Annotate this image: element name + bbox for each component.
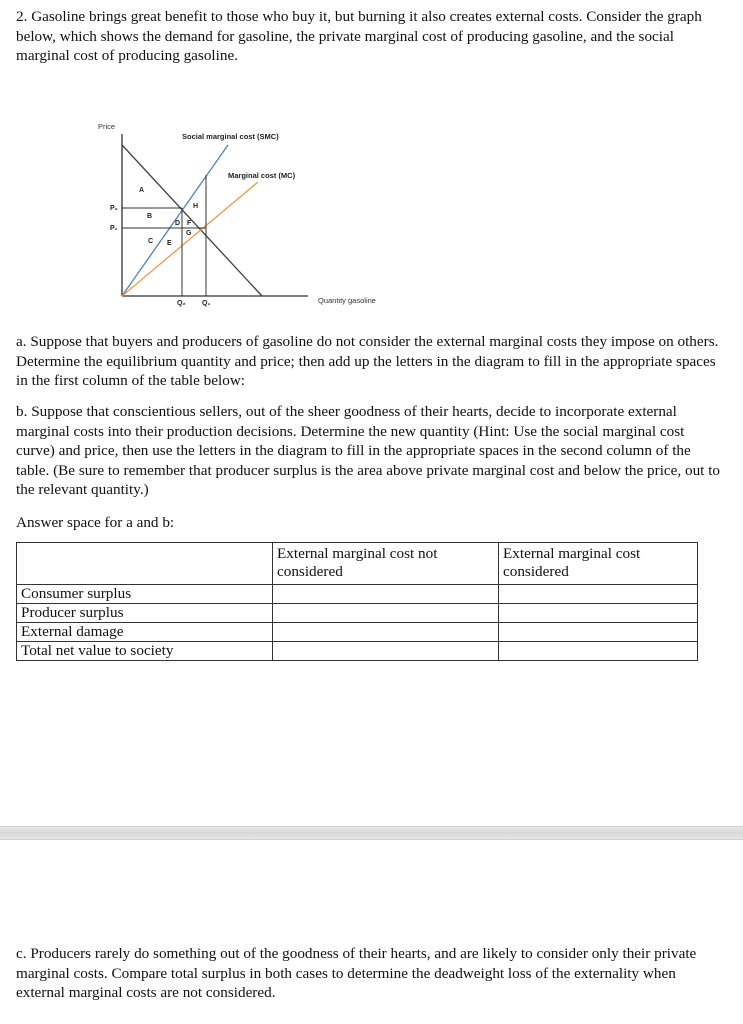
question-part-b: b. Suppose that conscientious sellers, out of the sheer goodness of their hearts, decide to incorporate external marginal costs into their production decisions. Determine the new quantity (Hint: Use the social marginal cost curve) and price, then use the letters in the diagram to fill in the appropriate spaces in the second column of the table. (Be sure to remember that producer surplus is the area above private marginal cost and below the price, out to the relevant quantity.) (16, 403, 721, 498)
answer-cell[interactable] (499, 623, 698, 642)
answer-cell[interactable] (273, 642, 499, 661)
question-part-c: c. Producers rarely do something out of the goodness of their hearts, and are likely to consider only their private marginal costs. Compare total surplus in both cases to determine the deadweight loss of the externality when external marginal costs are not considered. (16, 945, 697, 1001)
x-axis-label: Quantity gasoline (318, 296, 376, 305)
demand-curve (122, 145, 262, 296)
row-label-producer-surplus: Producer surplus (17, 604, 273, 623)
table-row (17, 604, 698, 623)
table-header-row (17, 543, 698, 585)
answer-cell[interactable] (499, 585, 698, 604)
q1-label: Q₁ (202, 300, 211, 307)
answer-cell[interactable] (273, 623, 499, 642)
row-label-total-net-value: Total net value to society (17, 642, 273, 661)
table-row (17, 623, 698, 642)
region-e: E (167, 240, 172, 247)
page-break-divider (0, 826, 743, 840)
region-f: F (187, 220, 192, 227)
y-axis-label: Price (98, 122, 116, 131)
supply-demand-graph (0, 115, 743, 315)
q2-label: Q₂ (177, 300, 186, 307)
answer-cell[interactable] (273, 585, 499, 604)
table-header-considered: External marginal cost considered (499, 543, 698, 585)
mc-label: Marginal cost (MC) (228, 171, 296, 180)
table-row (17, 642, 698, 661)
table-row (17, 585, 698, 604)
answer-table (16, 542, 698, 661)
table-header-not-considered: External marginal cost not considered (273, 543, 499, 585)
table-header-empty (17, 543, 273, 585)
question-intro: 2. Gasoline brings great benefit to those who buy it, but burning it also creates external costs. Consider the graph below, which shows the demand for gasoline, the private marginal cost of producing gasoline, and the social marginal cost of producing gasoline. (16, 8, 702, 64)
question-part-a: a. Suppose that buyers and producers of gasoline do not consider the external marginal costs they impose on others. Determine the equilibrium quantity and price; then add up the letters in the diagram to fill in the appropriate spaces in the first column of the table below: (16, 333, 719, 389)
p1-label: P₁ (110, 225, 118, 232)
region-g: G (186, 230, 192, 237)
answer-cell[interactable] (273, 604, 499, 623)
answer-cell[interactable] (499, 604, 698, 623)
answer-space-label: Answer space for a and b: (16, 514, 175, 531)
smc-label: Social marginal cost (SMC) (182, 132, 279, 141)
row-label-consumer-surplus: Consumer surplus (17, 585, 273, 604)
region-c: C (148, 238, 154, 245)
region-a: A (139, 187, 145, 194)
answer-cell[interactable] (499, 642, 698, 661)
p2-label: P₂ (110, 205, 118, 212)
region-h: H (193, 203, 199, 210)
row-label-external-damage: External damage (17, 623, 273, 642)
region-b: B (147, 213, 153, 220)
region-d: D (175, 220, 181, 227)
